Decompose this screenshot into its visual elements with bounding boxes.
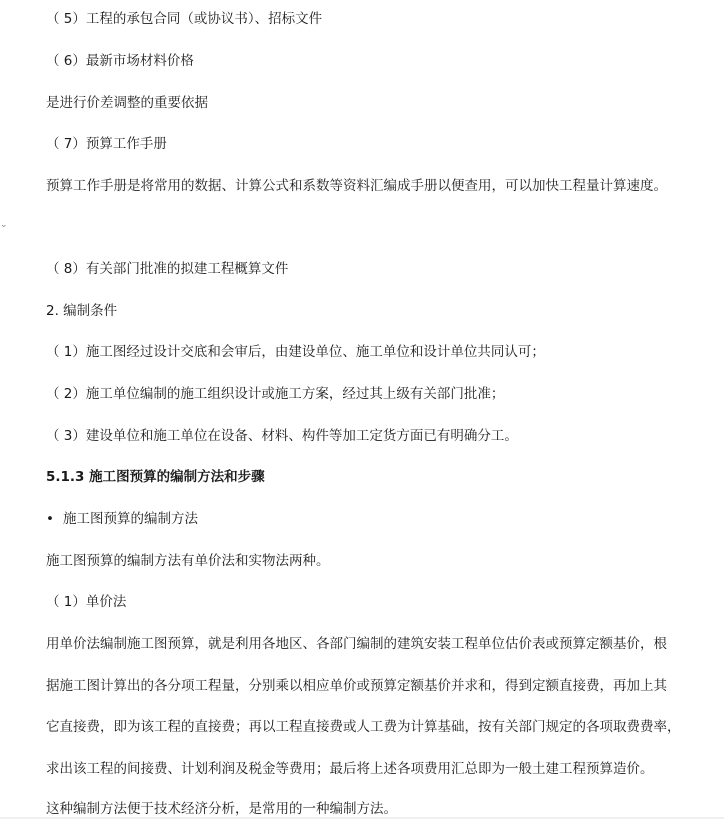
caret-marker-icon: ⌄	[0, 220, 8, 230]
item-6-material-prices: （ 6）最新市场材料价格	[46, 53, 194, 69]
item-7-budget-manual: （ 7）预算工作手册	[46, 136, 167, 152]
item-1-unit-price-method: （ 1）单价法	[46, 594, 127, 610]
bullet-item-methods	[46, 509, 198, 529]
item-5-contract: （ 5）工程的承包合同（或协议书）、招标文件	[46, 11, 323, 27]
paragraph-unit-price-line-3: 它直接费，即为该工程的直接费；再以工程直接费或人工费为计算基础，按有关部门规定的各项取费费率，	[46, 719, 681, 735]
paragraph-two-methods: 施工图预算的编制方法有单价法和实物法两种。	[46, 553, 330, 569]
paragraph-method-summary: 这种编制方法便于技术经济分析，是常用的一种编制方法。	[46, 801, 397, 817]
paragraph-unit-price-line-4: 求出该工程的间接费、计划利润及税金等费用；最后将上述各项费用汇总即为一般土建工程预算造价。	[46, 761, 654, 777]
paragraph-budget-manual: 预算工作手册是将常用的数据、计算公式和系数等资料汇编成手册以便查用，可以加快工程量计算速度。	[46, 178, 667, 194]
condition-2: （ 2）施工单位编制的施工组织设计或施工方案，经过其上级有关部门批准；	[46, 386, 505, 402]
item-8-approved-estimate: （ 8）有关部门批准的拟建工程概算文件	[46, 261, 289, 277]
paragraph-unit-price-line-2: 据施工图计算出的各分项工程量，分别乘以相应单价或预算定额基价并求和，得到定额直接费，再加上其	[46, 678, 667, 694]
section-heading-5-1-3: 5.1.3 施工图预算的编制方法和步骤	[46, 469, 265, 485]
bullet-icon: •	[46, 511, 54, 527]
section-heading-conditions: 2. 编制条件	[46, 303, 118, 319]
paragraph-price-adjustment: 是进行价差调整的重要依据	[46, 95, 208, 111]
condition-3: （ 3）建设单位和施工单位在设备、材料、构件等加工定货方面已有明确分工。	[46, 428, 518, 444]
condition-1: （ 1）施工图经过设计交底和会审后，由建设单位、施工单位和设计单位共同认可；	[46, 344, 545, 360]
paragraph-unit-price-line-1: 用单价法编制施工图预算，就是利用各地区、各部门编制的建筑安装工程单位估价表或预算定额基价，根	[46, 636, 667, 652]
bullet-item-label: 施工图预算的编制方法	[63, 511, 198, 527]
